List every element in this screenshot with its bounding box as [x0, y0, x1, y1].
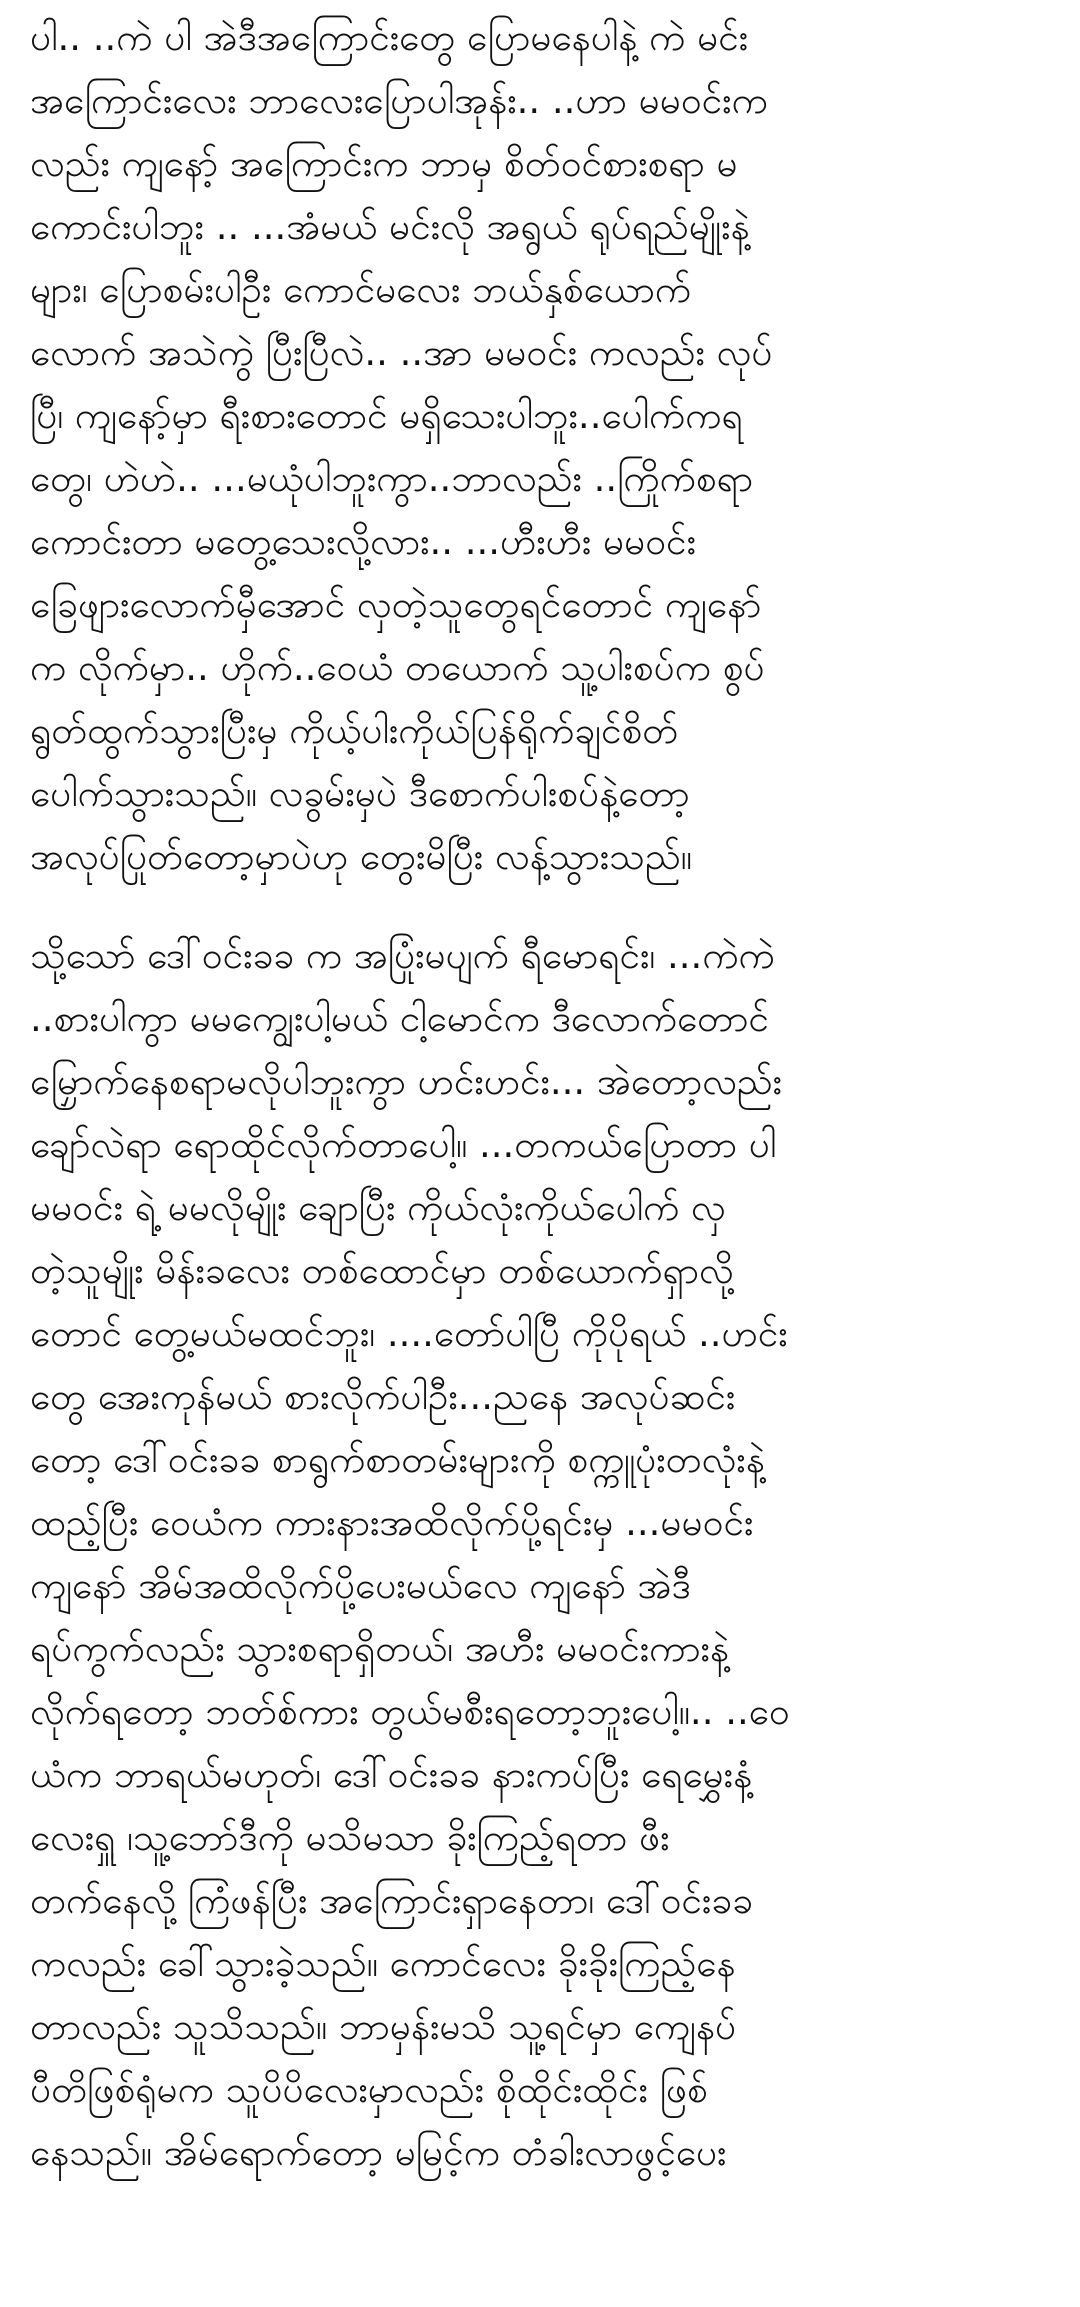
text-line: တောင် တွေ့မယ်မထင်ဘူး၊ ....တော်ပါပြီ ကိုပိုရယ် ..ဟင်း: [30, 1312, 788, 1355]
text-line: တဲ့သူမျိုး မိန်းခလေး တစ်ထောင်မှာ တစ်ယောက်ရှာလို့: [30, 1249, 734, 1292]
text-line: ရပ်ကွက်လည်း သွားစရာရှိတယ်၊ အဟီး မမဝင်းကားနဲ့: [30, 1627, 730, 1670]
text-line: ပြီ၊ ကျနော့်မှာ ရီးစားတောင် မရှိသေးပါဘူး..ပေါက်ကရ: [30, 394, 743, 437]
text-line: တော့ ဒေါ်ဝင်းခခ စာရွက်စာတမ်းများကို စက္ကူပုံးတလုံးနဲ့: [30, 1438, 765, 1481]
paragraph: [30, 924, 1058, 2184]
paragraph: [30, 0, 1058, 888]
text-line: တွေ အေးကုန်မယ် စားလိုက်ပါဦး...ညနေ အလုပ်ဆင်း: [30, 1375, 736, 1418]
text-line: တာလည်း သူသိသည်။ ဘာမှန်းမသိ သူ့ရင်မှာ ကျေနပ်: [30, 2005, 737, 2048]
text-line: ယံက ဘာရယ်မဟုတ်၊ ဒေါ်ဝင်းခခ နားကပ်ပြီး ရေမွှေးနံ့: [30, 1753, 753, 1796]
text-line: အကြောင်းလေး ဘာလေးပြောပါအုန်း.. ..ဟာ မမဝင်းက: [30, 79, 768, 122]
text-line: တွေ၊ ဟဲဟဲ.. ...မယုံပါဘူးကွာ..ဘာလည်း ..ကြိုက်စရာ: [30, 457, 754, 500]
text-line: ပီတိဖြစ်ရုံမက သူပိပိလေးမှာလည်း စိုထိုင်းထိုင်း ဖြစ်: [30, 2068, 708, 2111]
text-line: လိုက်ရတော့ ဘတ်စ်ကား တွယ်မစီးရတော့ဘူးပေါ့။.. ..ဝေ: [30, 1690, 790, 1733]
text-line: ရွတ်ထွက်သွားပြီးမှ ကိုယ့်ပါးကိုယ်ပြန်ရိုက်ချင်စိတ်: [30, 709, 679, 752]
text-line: အလုပ်ပြုတ်တော့မှာပဲဟု တွေးမိပြီး လန့်သွားသည်။: [30, 835, 692, 878]
text-line: များ၊ ပြောစမ်းပါဦး ကောင်မလေး ဘယ်နှစ်ယောက်: [30, 268, 692, 311]
text-line: ချော်လဲရာ ရောထိုင်လိုက်တာပေါ့။ ...တကယ်ပြောတာ ပါ: [30, 1123, 777, 1166]
text-line: မြှောက်နေစရာမလိုပါဘူးကွာ ဟင်းဟင်း... အဲတော့လည်း: [30, 1060, 783, 1103]
text-line: တက်နေလို့ ကြံဖန်ပြီး အကြောင်းရှာနေတာ၊ ဒေါ်ဝင်းခခ: [30, 1879, 753, 1922]
text-line: လောက် အသဲကွဲ ပြီးပြီလဲ.. ..အာ မမဝင်း ကလည်း လုပ်: [30, 331, 773, 374]
text-line: မမဝင်း ရဲ့ မမလိုမျိုး ချောပြီး ကိုယ်လုံးကိုယ်ပေါက် လှ: [30, 1186, 726, 1229]
text-line: ပေါက်သွားသည်။ လခွမ်းမှပဲ ဒီစောက်ပါးစပ်နဲ့တော့: [30, 772, 690, 815]
text-line: ပါ.. ..ကဲ ပါ အဲဒီအကြောင်းတွေ ပြောမနေပါနဲ့ ကဲ မင်း: [30, 16, 749, 59]
text-line: ခြေဖျားလောက်မှီအောင် လှတဲ့သူတွေရင်တောင် ကျနော်: [30, 583, 762, 626]
text-line: ကောင်းတာ မတွေ့သေးလို့လား.. ...ဟီးဟီး မမဝင်း: [30, 520, 696, 563]
text-line: ကောင်းပါဘူး .. ...အံမယ် မင်းလို အရွယ် ရုပ်ရည်မျိုးနဲ့: [30, 205, 750, 248]
text-line: က လိုက်မှာ.. ဟိုက်..ဝေယံ တယောက် သူ့ပါးစပ်က စွပ်: [30, 646, 765, 689]
text-line: သို့သော် ဒေါ်ဝင်းခခ က အပြုံးမပျက် ရီမောရင်း၊ ...ကဲကဲ: [30, 934, 775, 977]
text-line: ..စားပါကွာ မမကျွေးပါ့မယ် ငါ့မောင်က ဒီလောက်တောင်: [30, 997, 769, 1040]
text-line: လည်း ကျနော့် အကြောင်းက ဘာမှ စိတ်ဝင်စားစရာ မ: [30, 142, 738, 185]
text-line: လေးရှူ ၊သူ့ဘော်ဒီကို မသိမသာ ခိုးကြည့်ရတာ ဖီး: [30, 1816, 670, 1859]
text-line: ကျနော် အိမ်အထိလိုက်ပို့ပေးမယ်လေ ကျနော် အဲဒီ: [30, 1564, 691, 1607]
text-line: ကလည်း ခေါ်သွားခဲ့သည်။ ကောင်လေး ခိုးခိုးကြည့်နေ: [30, 1942, 736, 1985]
text-line: ထည့်ပြီး ဝေယံက ကားနားအထိလိုက်ပို့ရင်းမှ ...မမဝင်း: [30, 1501, 754, 1544]
text-line: နေသည်။ အိမ်ရောက်တော့ မမြင့်က တံခါးလာဖွင့်ပေး: [30, 2131, 727, 2174]
